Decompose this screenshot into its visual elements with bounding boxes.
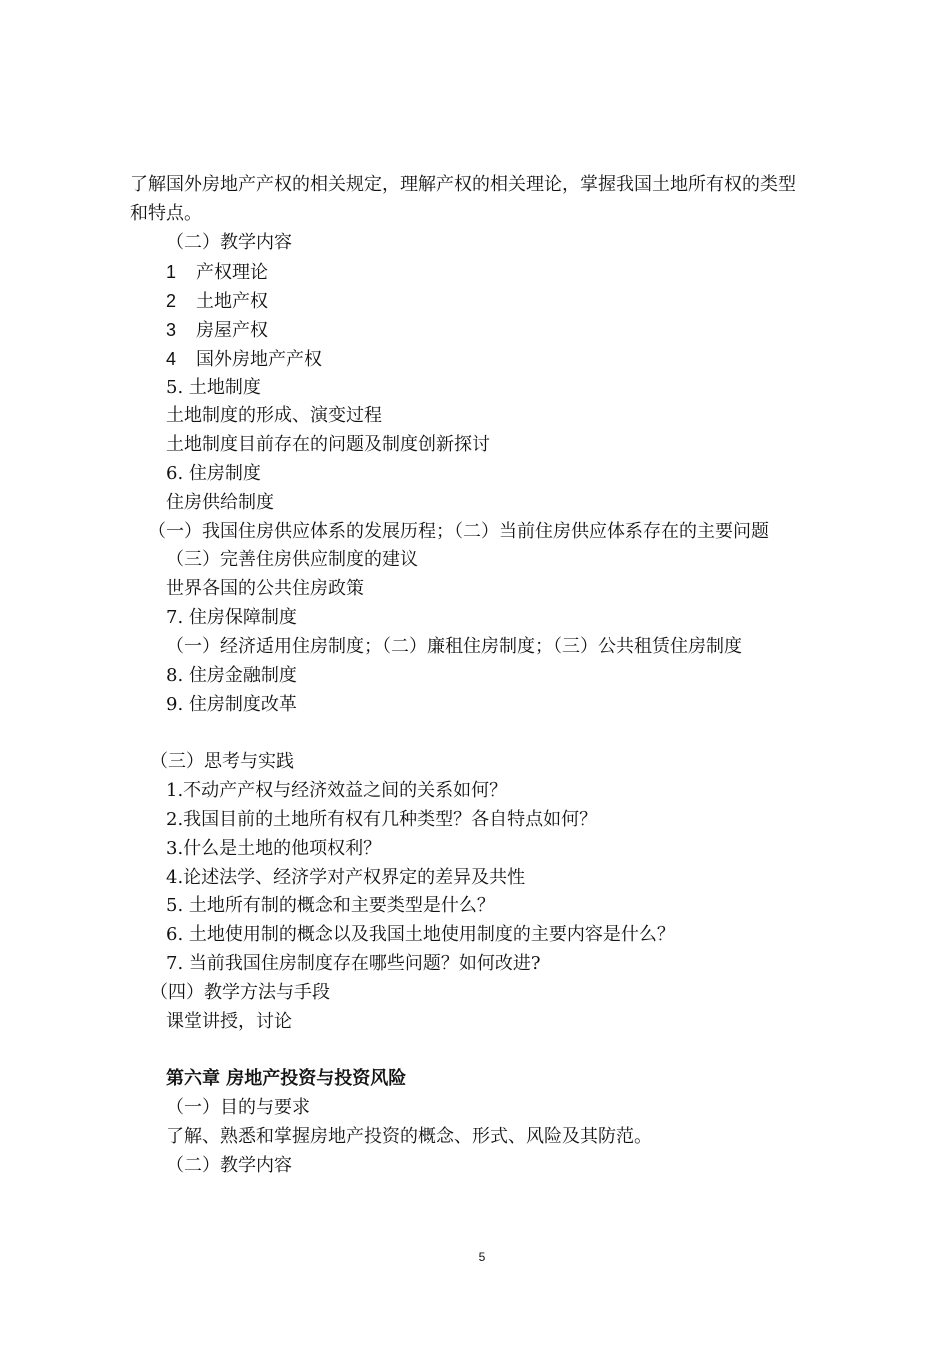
- content-item-text: 国外房地产产权: [196, 349, 322, 370]
- methods-heading: （四）教学方法与手段: [150, 982, 330, 1003]
- content-item-5-sub-1: 土地制度的形成、演变过程: [166, 405, 382, 426]
- practice-question-2: 2.我国目前的土地所有权有几种类型？各自特点如何？: [166, 809, 598, 830]
- practice-question-4: 4.论述法学、经济学对产权界定的差异及共性: [166, 867, 526, 888]
- chapter-6-title: 第六章 房地产投资与投资风险: [166, 1068, 407, 1089]
- intro-line-1: 了解国外房地产产权的相关规定，理解产权的相关理论，掌握我国土地所有权的类型: [130, 174, 796, 195]
- chapter-6-content-heading: （二）教学内容: [166, 1155, 292, 1176]
- content-item-5-sub-2: 土地制度目前存在的问题及制度创新探讨: [166, 434, 490, 455]
- practice-question-3: 3.什么是土地的他项权利？: [166, 838, 382, 859]
- content-item-6: 6. 住房制度: [166, 463, 261, 484]
- practice-heading: （三）思考与实践: [150, 751, 294, 772]
- content-item-text: 房屋产权: [196, 320, 268, 341]
- teaching-content-heading: （二）教学内容: [166, 232, 292, 253]
- content-item-number: 2: [166, 291, 177, 311]
- content-item-number: 3: [166, 320, 177, 340]
- content-item-7: 7. 住房保障制度: [166, 607, 297, 628]
- practice-question-6: 6. 土地使用制的概念以及我国土地使用制度的主要内容是什么？: [166, 924, 675, 945]
- content-item-number: 1: [166, 262, 177, 282]
- content-item-text: 土地产权: [196, 291, 268, 312]
- content-item-text: 产权理论: [196, 262, 268, 283]
- methods-text: 课堂讲授，讨论: [166, 1011, 292, 1032]
- content-item-6-sub-4: 世界各国的公共住房政策: [166, 578, 364, 599]
- content-item-6-sub-3: （三）完善住房供应制度的建议: [166, 549, 418, 570]
- practice-question-1: 1.不动产产权与经济效益之间的关系如何？: [166, 780, 508, 801]
- content-item-4: [166, 347, 322, 372]
- content-item-number: 4: [166, 349, 177, 369]
- chapter-6-goal-heading: （一）目的与要求: [166, 1097, 310, 1118]
- content-item-9: 9. 住房制度改革: [166, 694, 297, 715]
- content-item-6-sub-1: 住房供给制度: [166, 492, 274, 513]
- chapter-6-goal-text: 了解、熟悉和掌握房地产投资的概念、形式、风险及其防范。: [166, 1126, 652, 1147]
- content-item-7-sub-1: （一）经济适用住房制度；（二）廉租住房制度；（三）公共租赁住房制度: [166, 636, 742, 657]
- practice-question-7: 7. 当前我国住房制度存在哪些问题？如何改进?: [166, 953, 541, 974]
- page-number: 5: [478, 1250, 486, 1264]
- content-item-1: [166, 260, 268, 285]
- content-item-2: [166, 289, 268, 314]
- content-item-5: 5. 土地制度: [166, 377, 261, 398]
- content-item-8: 8. 住房金融制度: [166, 665, 297, 686]
- intro-line-2: 和特点。: [130, 203, 202, 224]
- content-item-6-sub-2: （一）我国住房供应体系的发展历程；（二）当前住房供应体系存在的主要问题: [148, 521, 769, 542]
- content-item-3: [166, 318, 268, 343]
- practice-question-5: 5. 土地所有制的概念和主要类型是什么？: [166, 895, 495, 916]
